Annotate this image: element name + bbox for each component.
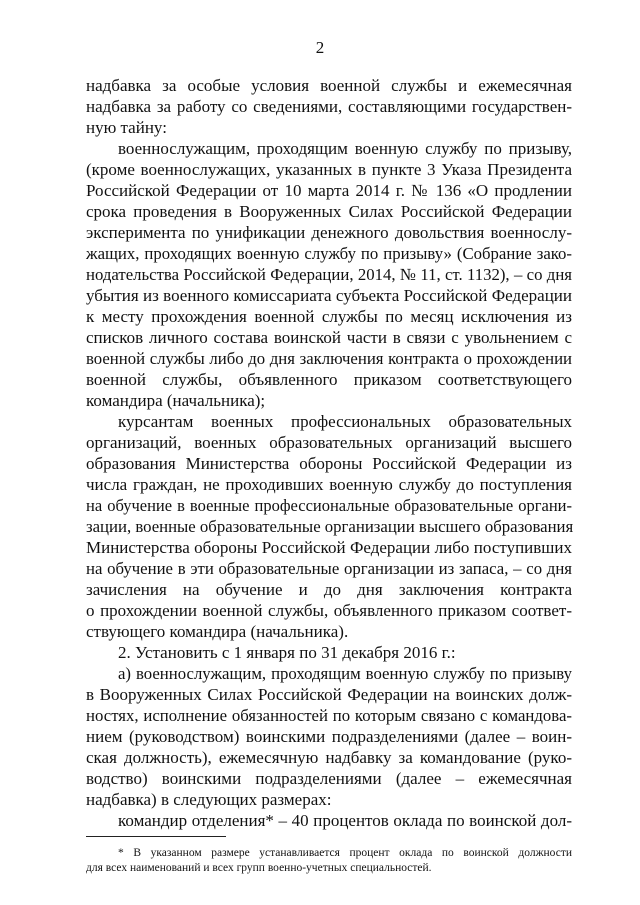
text-line: ностях, исполнение обязанностей по которым связано с командова- [86, 706, 572, 725]
text-line: жащих, проходящих военную службу по призыву» (Собрание зако- [86, 244, 572, 263]
text-line: зации, военные образовательные организации высшего образования [86, 517, 574, 536]
text-line: водство) воинскими подразделениями (далее – ежемесячная [86, 769, 572, 788]
text-line: на обучение в военные профессиональные образовательные органи- [86, 496, 572, 515]
text-line: надбавка за особые условия военной службы и ежемесячная [86, 76, 572, 95]
text-line: организаций, военных образовательных организаций высшего [86, 433, 572, 452]
text-line: ствующего командира (начальника). [86, 622, 349, 641]
text-line: срока проведения в Вооруженных Силах Российской Федерации [86, 202, 572, 221]
footnote-separator [86, 836, 226, 837]
text-line: на обучение в эти образовательные организации из запаса, – со дня [86, 559, 572, 578]
footnote-line: для всех наименований и всех групп военно-учетных специальностей. [86, 862, 432, 874]
text-line: числа граждан, не проходивших военную службу до поступления [86, 475, 572, 494]
footnote-line: * В указанном размере устанавливается процент оклада по воинской должности [118, 847, 572, 859]
text-line: командира (начальника); [86, 391, 266, 410]
text-line: в Вооруженных Силах Российской Федерации на воинских долж- [86, 685, 572, 704]
text-line: курсантам военных профессиональных образовательных [118, 412, 572, 431]
text-line: нодательства Российской Федерации, 2014, № 11, ст. 1132), – со дня [86, 265, 572, 284]
text-line: зачисления на обучение и до дня заключения контракта [86, 580, 572, 599]
text-line: списков личного состава воинской части в связи с увольнением с [86, 328, 572, 347]
text-line: надбавка) в следующих размерах: [86, 790, 332, 809]
text-line: (кроме военнослужащих, указанных в пункте 3 Указа Президента [86, 160, 572, 179]
text-line: убытия из военного комиссариата субъекта Российской Федерации [86, 286, 572, 305]
text-line: ская должность), ежемесячную надбавку за командование (руко- [86, 748, 572, 767]
text-line: а) военнослужащим, проходящим военную службу по призыву [118, 664, 572, 683]
text-line: военной службы, объявленного приказом соответствующего [86, 370, 572, 389]
text-line: эксперимента по унификации денежного довольствия военнослу- [86, 223, 572, 242]
text-line: о прохождении военной службы, объявленного приказом соответ- [86, 601, 572, 620]
page-number: 2 [315, 38, 325, 57]
text-line: Российской Федерации от 10 марта 2014 г. № 136 «О продлении [86, 181, 572, 200]
text-line: ную тайну: [86, 118, 167, 137]
text-line: образования Министерства обороны Российской Федерации из [86, 454, 572, 473]
text-line: надбавка за работу со сведениями, составляющими государствен- [86, 97, 572, 116]
text-line: Министерства обороны Российской Федерации либо поступивших [86, 538, 572, 557]
text-line: нием (руководством) воинскими подразделениями (далее – воин- [86, 727, 572, 746]
text-line: 2. Установить с 1 января по 31 декабря 2016 г.: [118, 643, 456, 662]
text-line: командир отделения* – 40 процентов оклада по воинской дол- [118, 811, 572, 830]
text-line: военной службы либо до дня заключения контракта о прохождении [86, 349, 572, 368]
text-line: к месту прохождения военной службы по месяц исключения из [86, 307, 572, 326]
text-line: военнослужащим, проходящим военную службу по призыву, [118, 139, 572, 158]
